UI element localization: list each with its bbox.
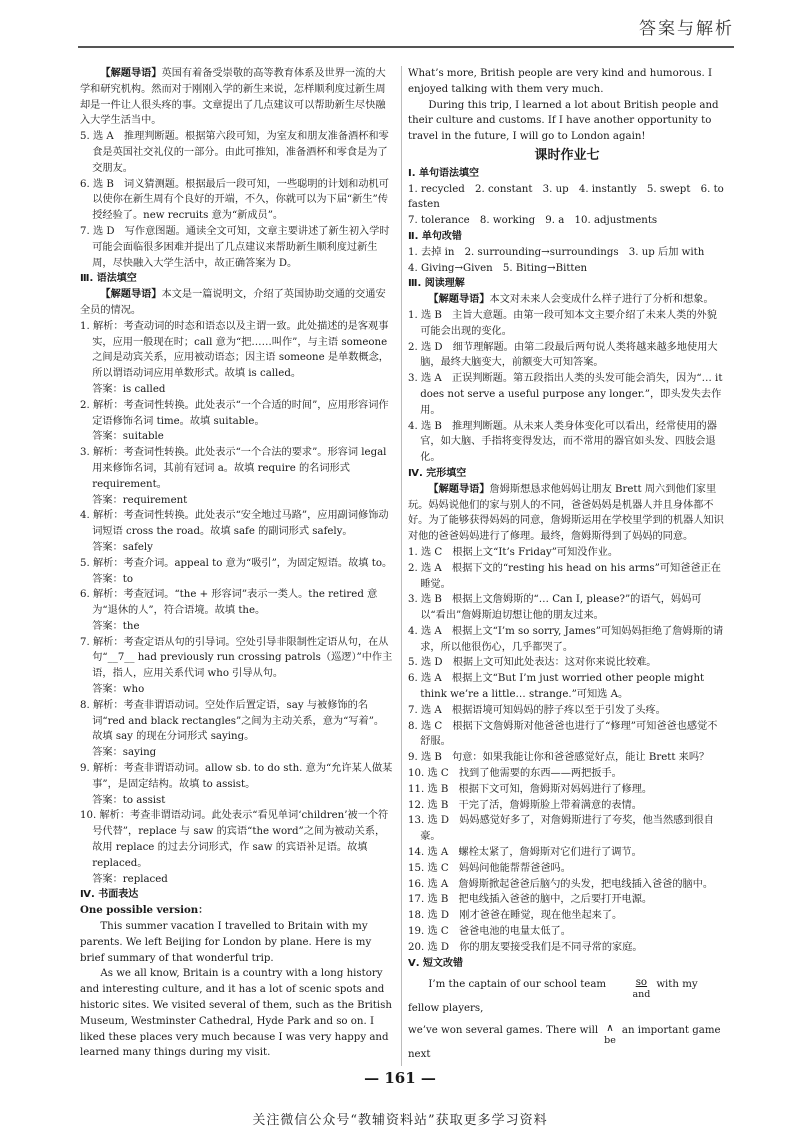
cloze-answer: 18. 选 D 刚才爸爸在睡觉，现在他坐起来了。: [408, 910, 623, 922]
reading-answer: 3. 选 A 正误判断题。第五段指出人类的头发可能会消失，因为“… it does not serve a useful purpose any longer.”，即头发失去作用。: [408, 373, 723, 416]
error-correction-line: [408, 977, 726, 1017]
grammar-explanation: 9. 解析：考查非谓语动词。allow sb. to do sth. 意为“允许某人做某事”，是固定结构。故填 to assist。: [80, 763, 393, 790]
cloze-answer: 12. 选 B 干完了活，詹姆斯脸上带着满意的表情。: [408, 799, 642, 811]
guide-paragraph: [80, 66, 394, 129]
correction-mark: [604, 1023, 616, 1047]
essay-label: One possible version：: [80, 904, 209, 917]
essay-paragraph: This summer vacation I travelled to Britain with my parents. We left Beijing for London by plane. Here is my brief summary of that wonderful trip.: [80, 921, 372, 964]
reading-answer: 2. 选 D 细节理解题。由第二段最后两句说人类将越来越多地使用大脑，最终大脑变大，前额变大可知答案。: [408, 341, 718, 369]
reading-answer: 4. 选 B 推理判断题。从未来人类身体变化可以看出，经常使用的器官，如大脑、手指将变得发达，而不常用的器官如头发、四肢会退化。: [408, 420, 717, 464]
cloze-answer: 20. 选 D 你的朋友要接受我们是不同寻常的家庭。: [408, 941, 643, 953]
guide-label: 【解题导语】: [428, 294, 490, 306]
grammar-answer: 答案：to assist: [92, 794, 166, 806]
guide-paragraph: [408, 292, 726, 308]
grammar-answer: 答案：replaced: [92, 873, 168, 885]
correction-text: an important game next: [408, 1025, 721, 1061]
correction-answers-line: 1. 去掉 in 2. surrounding→surroundings 3. up 后加 with: [408, 246, 705, 258]
section-title-fill: Ⅰ. 单句语法填空: [408, 167, 480, 179]
essay-paragraph: During this trip, I learned a lot about British people and their culture and customs. If I have another opportunity to travel in the future, I will go to London again!: [408, 99, 719, 143]
cloze-answer: 11. 选 B 根据下文可知，詹姆斯对妈妈进行了修理。: [408, 783, 653, 795]
reading-answer: 7. 选 D 写作意图题。通读全文可知，文章主要讲述了新生初入学时可能会面临很多困难并提出了几点建议来帮助新生顺利度过新生周，尽快融入大学生活中，故正确答案为 D。: [80, 225, 390, 269]
section-title-grammar: Ⅲ. 语法填空: [80, 273, 137, 285]
grammar-answer: 答案：to: [92, 573, 134, 585]
reading-answer: 1. 选 B 主旨大意题。由第一段可知本文主要介绍了未来人类的外貌可能会出现的变化。: [408, 309, 717, 337]
cloze-answer: 8. 选 C 根据下文詹姆斯对他爸爸也进行了“修理”可知爸爸也感觉不舒服。: [408, 720, 718, 748]
footer-note: 关注微信公众号“教辅资料站”获取更多学习资料: [252, 1113, 548, 1128]
cloze-answer: 17. 选 B 把电线插入爸爸的脑中，之后要打开电源。: [408, 894, 653, 906]
correction-mark: [612, 977, 650, 1001]
grammar-explanation: 4. 解析：考查词性转换。此处表示“安全地过马路”，应用副词修饰动词短语 cross the road。故填 safe 的副词形式 safely。: [80, 510, 389, 538]
guide-text: 本文是一篇说明文，介绍了英国协助交通的交通安全员的情况。: [80, 289, 386, 316]
error-correction-line: [408, 1023, 726, 1063]
grammar-explanation: 8. 解析：考查非谓语动词。空处作后置定语，say 与被修饰的名词“red and black rectangles”之间为主动关系，意为“写着”。故填 say 的现在分词形式 saying。: [80, 699, 385, 743]
correction-original: so: [635, 977, 648, 989]
guide-paragraph: [80, 287, 394, 319]
cloze-answer: 6. 选 A 根据上文“But I’m just worried other people might think we’re a little… strange.”可知选 A。: [408, 673, 705, 701]
fill-answers-line: 7. tolerance 8. working 9. a 10. adjustments: [408, 215, 658, 227]
cloze-answer: 19. 选 C 爸爸电池的电量太低了。: [408, 926, 571, 938]
correction-text: I’m the captain of our school team: [428, 979, 607, 991]
header-title: 答案与解析: [639, 19, 734, 39]
section-title-correction: Ⅱ. 单句改错: [408, 230, 462, 242]
fill-answers-line: 1. recycled 2. constant 3. up 4. instantly 5. swept 6. to fasten: [408, 183, 724, 211]
cloze-answer: 14. 选 A 螺栓太紧了，詹姆斯对它们进行了调节。: [408, 847, 642, 859]
correction-replacement: be: [604, 1035, 616, 1047]
cloze-answer: 3. 选 B 根据上文詹姆斯的“… Can I, please?”的语气，妈妈可以“看出”詹姆斯迫切想让他的朋友过来。: [408, 594, 702, 622]
cloze-answer: 16. 选 A 詹姆斯掀起爸爸后脑勺的头发，把电线插入爸爸的脑中。: [408, 878, 714, 890]
grammar-explanation: 6. 解析：考查冠词。“the + 形容词”表示一类人。the retired 意为“退休的人”，符合语境。故填 the。: [80, 589, 378, 617]
page-number: — 161 —: [364, 1069, 436, 1087]
correction-replacement: and: [632, 989, 651, 1001]
cloze-answer: 1. 选 C 根据上文“It’s Friday”可知没作业。: [408, 546, 619, 558]
guide-text: 詹姆斯想恳求他妈妈让朋友 Brett 周六到他们家里玩。妈妈说他们的家与别人的不同，爸爸妈妈是机器人并且身体都不好。为了能够获得妈妈的同意，詹姆斯运用在学校里学到的机器人知识对他的爸爸妈妈进行了修理。最终，詹姆斯得到了妈妈的同意。: [408, 483, 724, 543]
correction-text: we’ve won several games. There will: [408, 1025, 599, 1037]
grammar-answer: 答案：suitable: [92, 431, 164, 443]
cloze-answer: 10. 选 C 找到了他需要的东西——两把扳手。: [408, 768, 622, 780]
section-title-error-correction: Ⅴ. 短文改错: [408, 957, 464, 969]
grammar-answer: 答案：who: [92, 684, 145, 696]
cloze-answer: 13. 选 D 妈妈感觉好多了，对詹姆斯进行了夸奖，他当然感到很自豪。: [408, 815, 714, 843]
cloze-answer: 5. 选 D 根据上文可知此处表达：这对你来说比较难。: [408, 657, 657, 669]
correction-text: with my fellow players,: [408, 979, 698, 1015]
header-rule: [78, 46, 734, 48]
insert-caret-icon: ∧: [606, 1023, 614, 1035]
reading-answer: 5. 选 A 推理判断题。根据第六段可知，为室友和朋友准备酒杯和零食是英国社交礼仪的一部分。由此可推知，准备酒杯和零食是为了交朋友。: [80, 131, 389, 174]
right-column: [408, 66, 726, 1063]
column-divider: [401, 66, 402, 1066]
grammar-explanation: 3. 解析：考查词性转换。此处表示“一个合法的要求”。形容词 legal 用来修饰名词，其前有冠词 a。故填 require 的名词形式 requirement。: [80, 447, 387, 490]
essay-paragraph: What’s more, British people are very kind and humorous. I enjoyed talking with them very much.: [408, 68, 713, 95]
homework-title: 课时作业七: [534, 147, 600, 163]
cloze-answer: 2. 选 A 根据下文的“resting his head on his arms”可知爸爸正在睡觉。: [408, 562, 721, 590]
left-column: [80, 66, 394, 1061]
grammar-explanation: 2. 解析：考查词性转换。此处表示“一个合适的时间”，应用形容词作定语修饰名词 time。故填 suitable。: [80, 399, 389, 427]
guide-label: 【解题导语】: [428, 483, 490, 495]
grammar-answer: 答案：saying: [92, 747, 157, 759]
guide-text: 本文对未来人会变成什么样子进行了分析和想象。: [489, 294, 714, 306]
cloze-answer: 7. 选 A 根据语境可知妈妈的脖子疼以至于引发了头疼。: [408, 704, 666, 716]
grammar-answer: 答案：the: [92, 620, 140, 632]
grammar-answer: 答案：requirement: [92, 494, 188, 506]
essay-paragraph: As we all know, Britain is a country with a long history and interesting culture, and it has a lot of scenic spots and historic sites. We visited several of them, such as the British Museum, Westminster Cathedral, Hyde Park and so on. I liked these places very much because I was very happy and learned many things during my visit.: [80, 968, 392, 1059]
guide-text: 英国有着备受崇敬的高等教育体系及世界一流的大学和研究机构。然而对于刚刚入学的新生来说，怎样顺利度过新生周却是一件让人很头疼的事。文章提出了几点建议可以帮助新生尽快融入大学生活当中。: [80, 68, 386, 127]
cloze-answer: 15. 选 C 妈妈问他能帮帮爸爸吗。: [408, 862, 571, 874]
cloze-answer: 4. 选 A 根据上文“I’m so sorry, James”可知妈妈拒绝了詹姆斯的请求，所以他很伤心，几乎都哭了。: [408, 625, 724, 653]
grammar-explanation: 1. 解析：考查动词的时态和语态以及主谓一致。此处描述的是客观事实，应用一般现在时；call 意为“把……叫作”，与主语 someone 之间是动宾关系，应用被动语态；因主语 someone 是单数概念，所以谓语动词应用单数形式。故填 is called。: [80, 320, 389, 380]
grammar-answer: 答案：safely: [92, 541, 153, 553]
guide-paragraph: [408, 482, 726, 545]
guide-label: 【解题导语】: [100, 289, 162, 301]
cloze-answer: 9. 选 B 句意：如果我能让你和爸爸感觉好点，能让 Brett 来吗？: [408, 752, 710, 764]
grammar-explanation: 7. 解析：考查定语从句的引导词。空处引导非限制性定语从句，在从句“__7__ had previously run crossing patrols（巡逻）”中作主语，指人，应用关系代词 who 引导从句。: [80, 636, 393, 680]
correction-answers-line: 4. Giving→Given 5. Biting→Bitten: [408, 262, 588, 274]
section-title-writing: Ⅳ. 书面表达: [80, 889, 139, 901]
grammar-explanation: 5. 解析：考查介词。appeal to 意为“吸引”，为固定短语。故填 to。: [80, 557, 393, 569]
section-title-reading: Ⅲ. 阅读理解: [408, 278, 465, 290]
grammar-answer: 答案：is called: [92, 383, 166, 395]
grammar-explanation: 10. 解析：考查非谓语动词。此处表示“看见单词‘children’被一个符号代替”，replace 与 saw 的宾语“the word”之间为被动关系，故用 replace 的过去分词形式，作 saw 的宾语补足语。故填 replaced。: [80, 810, 389, 869]
reading-answer: 6. 选 B 词义猜测题。根据最后一段可知，一些聪明的计划和动机可以使你在新生周有个良好的开端，不久，你就可以为下届“新生”传授经验了。new recruits 意为“新成员”。: [80, 178, 389, 222]
section-title-cloze: Ⅳ. 完形填空: [408, 467, 467, 479]
guide-label: 【解题导语】: [100, 68, 162, 79]
